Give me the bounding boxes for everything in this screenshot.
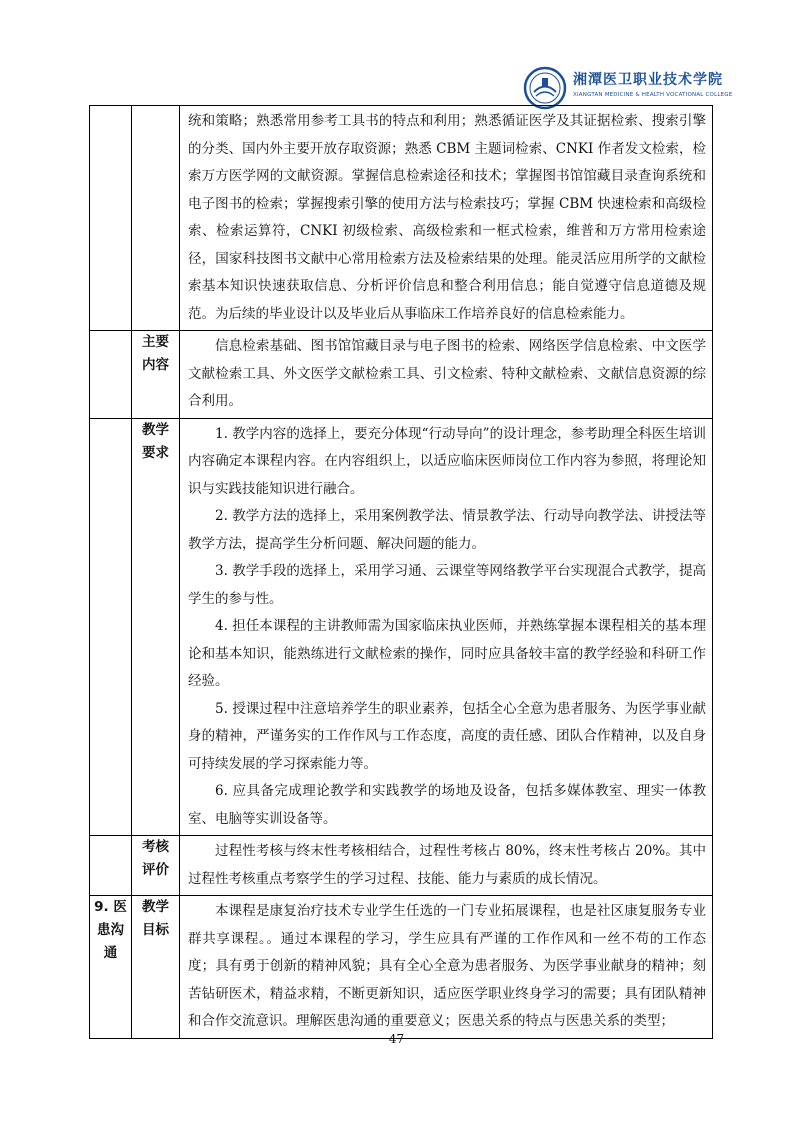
college-emblem-icon <box>523 66 567 110</box>
table-row-teaching-requirements <box>90 418 713 836</box>
table-row-course-9 <box>90 896 713 1039</box>
label-line: 教学 <box>142 421 169 438</box>
teaching-requirements-text <box>180 419 712 836</box>
assessment-text <box>180 836 712 895</box>
label-line: 评价 <box>142 862 169 878</box>
content-cell <box>180 896 713 1039</box>
paragraph: 过程性考核与终末性考核相结合，过程性考核占 80%，终末性考核占 20%。其中过程性考核重点考察学生的学习过程、技能、能力与素质的成长情况。 <box>188 843 706 887</box>
label-line: 考核 <box>142 839 169 855</box>
requirement-item: 4. 担任本课程的主讲教师需为国家临床执业医师，并熟练掌握本课程相关的基本理论和基本知识，能熟练进行文献检索的操作，同时应具备较丰富的教学经验和科研工作经验。 <box>188 618 706 689</box>
label-assessment <box>132 836 180 896</box>
course-cell-empty <box>90 331 132 419</box>
table-row-main-content <box>90 331 713 419</box>
table-row-objectives-continued <box>90 106 713 331</box>
course-name-line: 通 <box>103 945 118 961</box>
requirement-item: 5. 授课过程中注意培养学生的职业素养，包括全心全意为患者服务、为医学事业献身的精神，严谨务实的工作作风与工作态度，高度的责任感、团队合作精神，以及自身可持续发展的学习探索能力等。 <box>188 700 706 772</box>
main-content-text <box>180 331 712 418</box>
content-cell <box>180 418 713 836</box>
label-teaching-requirements <box>132 418 180 836</box>
college-logo <box>523 66 733 110</box>
content-cell <box>180 836 713 896</box>
label-teaching-objectives <box>132 896 180 1039</box>
label-line: 要求 <box>142 444 169 461</box>
label-line: 目标 <box>142 922 169 938</box>
course-cell-empty <box>90 418 132 836</box>
requirement-item: 3. 教学手段的选择上，采用学习通、云课堂等网络教学平台实现混合式教学，提高学生的参与性。 <box>188 563 706 607</box>
content-cell <box>180 106 713 331</box>
objectives-text-continued <box>180 106 712 330</box>
label-main-content <box>132 331 180 419</box>
course-name-line: 患沟 <box>97 922 124 938</box>
course-cell-empty <box>90 106 132 331</box>
course-cell-empty <box>90 836 132 896</box>
label-line: 教学 <box>142 899 169 915</box>
requirement-item: 1. 教学内容的选择上，要充分体现“行动导向”的设计理念，参考助理全科医生培训内容确定本课程内容。在内容组织上，以适应临床医师岗位工作内容为参照，将理论知识与实践技能知识进行融合。 <box>188 425 706 497</box>
course-table <box>89 105 713 1039</box>
paragraph: 信息检索基础、图书馆馆藏目录与电子图书的检索、网络医学信息检索、中文医学文献检索工具、外文医学文献检索工具、引文检索、特种文献检索、文献信息资源的综合利用。 <box>188 338 706 409</box>
content-cell <box>180 331 713 419</box>
course-name-cell <box>90 896 132 1039</box>
college-name-cn: 湘潭医卫职业技术学院 <box>573 72 723 88</box>
table-row-assessment <box>90 836 713 896</box>
paragraph: 本课程是康复治疗技术专业学生任选的一门专业拓展课程，也是社区康复服务专业群共享课程。。通过本课程的学习，学生应具有严谨的工作作风和一丝不苟的工作态度；具有勇于创新的精神风貌；具有全心全意为患者服务、为医学事业献身的精神；刻苦钻研医术，精益求精，不断更新知识，适应医学职业终身学习的需要；具有团队精神和合作交流意识。理解医患沟通的重要意义；医患关系的特点与医患关系的类型； <box>188 903 706 1029</box>
requirement-item: 6. 应具备完成理论教学和实践教学的场地及设备，包括多媒体教室、理实一体教室、电脑等实训设备等。 <box>188 783 706 827</box>
course-name-line: 9. 医 <box>94 899 127 915</box>
label-line: 内容 <box>142 357 169 373</box>
label-cell-empty <box>132 106 180 331</box>
paragraph: 统和策略；熟悉常用参考工具书的特点和利用；熟悉循证医学及其证据检索、搜索引擎的分类、国内外主要开放存取资源；熟悉 CBM 主题词检索、CNKI 作者发文检索，检索万方医学网的文献资源。掌握信息检索途径和技术；掌握图书馆馆藏目录查询系统和电子图书的检索；掌握搜索引擎的使用方法与检索技巧；掌握 CBM 快速检索和高级检索、检索运算符，CNKI 初级检索、高级检索和一框式检索，维普和万方常用检索途径，国家科技图书文献中心常用检索方法及检索结果的处理。能灵活应用所学的文献检索基本知识快速获取信息、分析评价信息和整合利用信息；能自觉遵守信息道德及规范。为后续的毕业设计以及毕业后从事临床工作培养良好的信息检索能力。 <box>188 113 706 322</box>
course9-objectives-text <box>180 896 712 1038</box>
college-name-en: XIANGTAN MEDICINE & HEALTH VOCATIONAL COLLEGE <box>573 92 733 98</box>
page-number: 47 <box>388 1032 405 1046</box>
label-line: 主要 <box>142 334 169 350</box>
requirement-item: 2. 教学方法的选择上，采用案例教学法、情景教学法、行动导向教学法、讲授法等教学方法，提高学生分析问题、解决问题的能力。 <box>188 508 706 552</box>
